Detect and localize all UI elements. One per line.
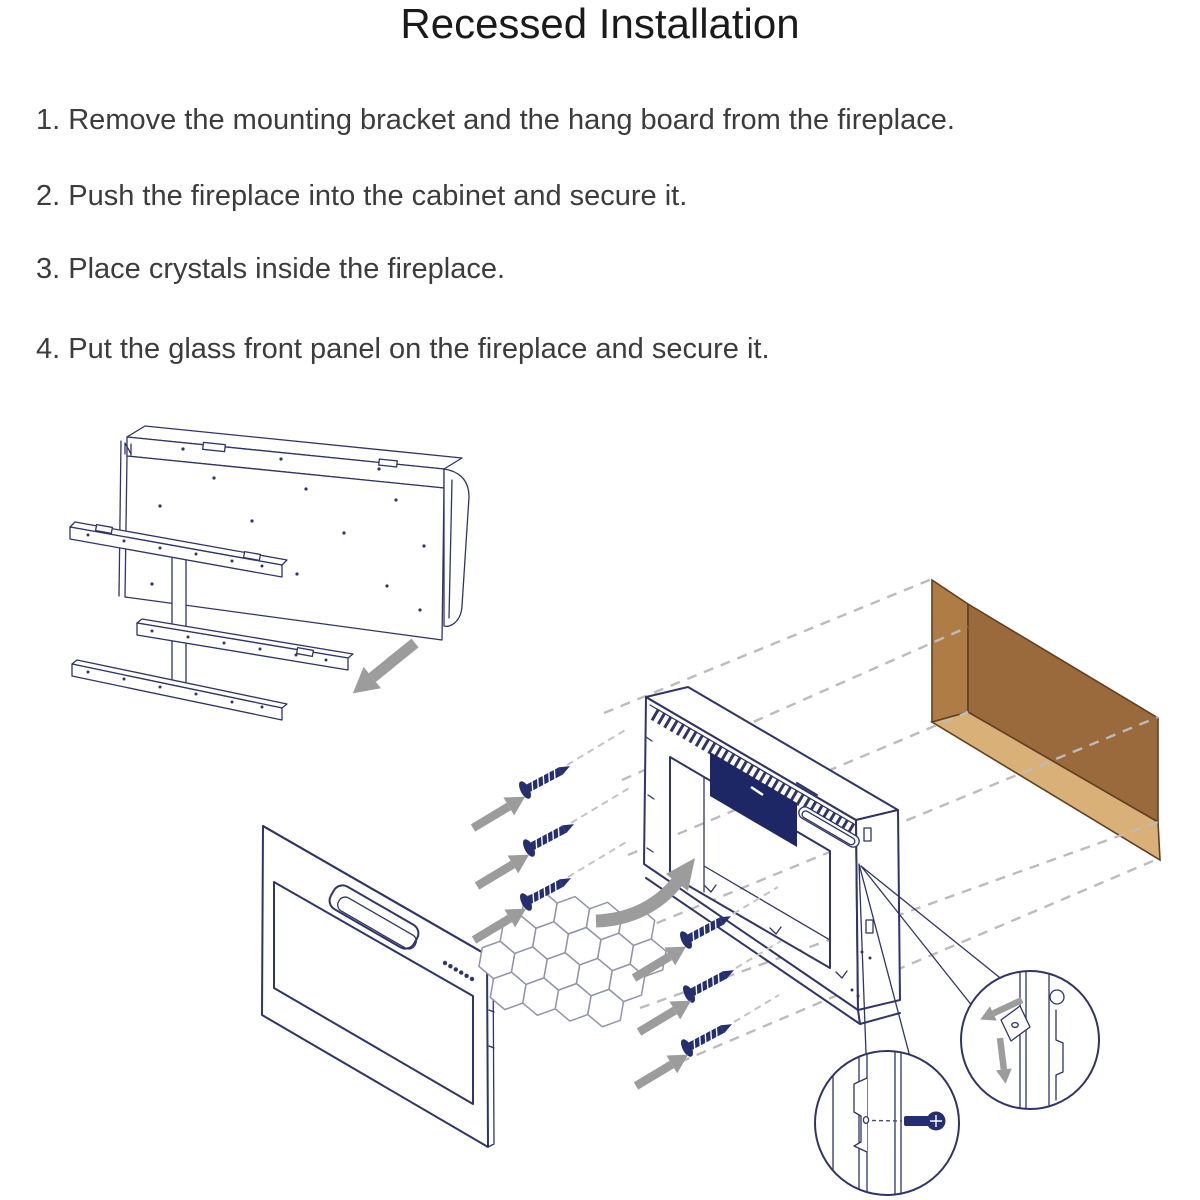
page-title: Recessed Installation xyxy=(400,0,800,47)
step-3: 3. Place crystals inside the fireplace. xyxy=(36,253,506,285)
callout-screw-detail xyxy=(815,1051,959,1196)
bracket-rail-middle xyxy=(137,619,353,670)
fireplace-side-panel xyxy=(856,810,900,1010)
arrow-down-left-icon xyxy=(344,632,423,704)
step-2: 2. Push the fireplace into the cabinet and secure it. xyxy=(36,180,688,212)
screw-icon xyxy=(517,758,575,801)
arrow-up-right-icon xyxy=(631,1046,694,1095)
hang-board-assembly xyxy=(70,426,469,720)
fireplace-unit xyxy=(644,687,900,1024)
arrow-up-right-icon xyxy=(472,846,535,895)
step-1: 1. Remove the mounting bracket and the hang board from the fireplace. xyxy=(36,104,955,136)
cabinet-recess xyxy=(932,580,1160,860)
arrow-up-right-icon xyxy=(468,788,531,837)
screw-icon xyxy=(679,1016,737,1059)
cabinet-side-wall xyxy=(932,580,968,722)
screw-icon xyxy=(521,816,579,859)
step-4: 4. Put the glass front panel on the fireplace and secure it. xyxy=(36,333,770,365)
glass-front-panel xyxy=(262,826,494,1147)
screw-icon xyxy=(681,962,739,1005)
callout-bracket-detail xyxy=(961,971,1099,1109)
bracket-vertical-bar xyxy=(172,551,186,686)
